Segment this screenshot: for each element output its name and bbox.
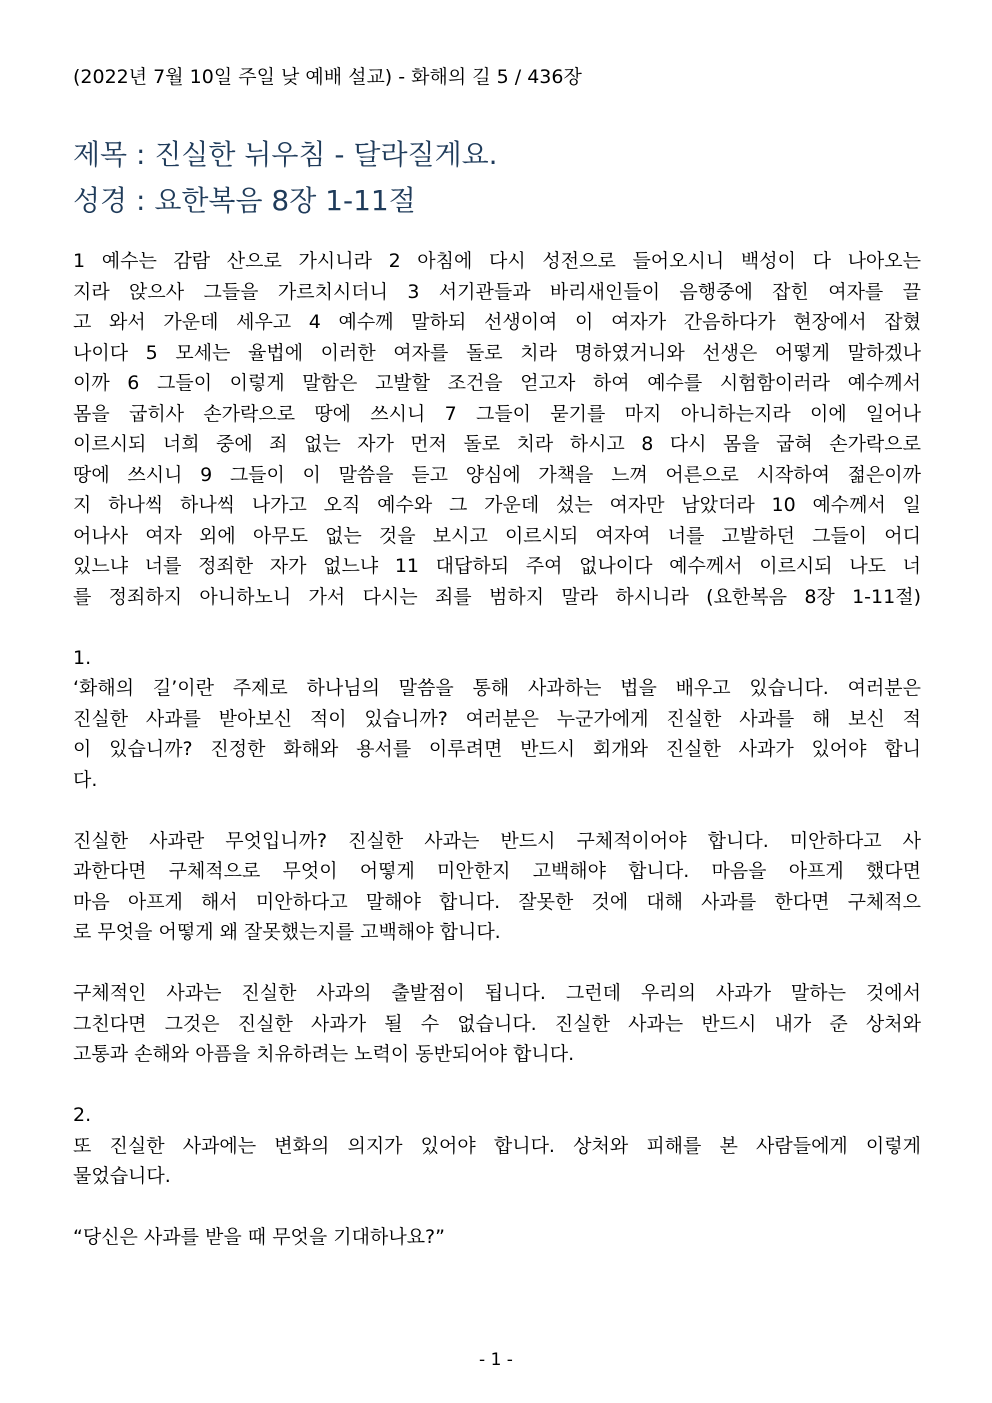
scripture-line: 땅에 쓰시니 9 그들이 이 말씀을 듣고 양심에 가책을 느껴 어른으로 시작하여 젊은이까 — [73, 463, 921, 486]
paragraph-line: ‘화해의 길’이란 주제로 하나님의 말씀을 통해 사과하는 법을 배우고 있습니다. 여러분은 — [73, 677, 921, 699]
paragraph — [73, 673, 921, 795]
scripture-line: 이까 6 그들이 이렇게 말함은 고발할 조건을 얻고자 하여 예수를 시험함이러라 예수께서 — [73, 372, 921, 394]
paragraph-line: 고통과 손해와 아픔을 치유하려는 노력이 동반되어야 합니다. — [73, 1043, 575, 1065]
sermon-title: 제목 : 진실한 뉘우침 - 달라질게요. — [73, 138, 498, 171]
paragraph-line: 로 무엇을 어떻게 왜 잘못했는지를 고백해야 합니다. — [73, 921, 501, 943]
scripture-line: 를 정죄하지 아니하노니 가서 다시는 죄를 범하지 말라 하시니라 (요한복음 8장 1-11절) — [73, 585, 921, 608]
section-1 — [73, 643, 921, 1070]
scripture-line: 몸을 굽히사 손가락으로 땅에 쓰시니 7 그들이 묻기를 마지 아니하는지라 이에 일어나 — [73, 402, 921, 425]
paragraph-line: 그친다면 그것은 진실한 사과가 될 수 없습니다. 진실한 사과는 반드시 내가 준 상처와 — [73, 1012, 921, 1035]
scripture-passage — [73, 246, 921, 612]
scripture-line: 이르시되 너희 중에 죄 없는 자가 먼저 돌로 치라 하시고 8 다시 몸을 굽혀 손가락으로 — [73, 433, 921, 455]
scripture-line: 고 와서 가운데 세우고 4 예수께 말하되 선생이여 이 여자가 간음하다가 현장에서 잡혔 — [73, 311, 921, 333]
paragraph — [73, 1131, 921, 1192]
page-number: - 1 - — [479, 1350, 513, 1370]
scripture-reference: 성경 : 요한복음 8장 1-11절 — [73, 184, 416, 217]
quote: “당신은 사과를 받을 때 무엇을 기대하나요?” — [73, 1226, 445, 1248]
paragraph — [73, 826, 921, 948]
paragraph-line: 진실한 사과를 받아보신 적이 있습니까? 여러분은 누군가에게 진실한 사과를 해 보신 적 — [73, 707, 921, 730]
scripture-line: 있느냐 너를 정죄한 자가 없느냐 11 대답하되 주여 없나이다 예수께서 이르시되 나도 너 — [73, 555, 921, 577]
sermon-header: (2022년 7월 10일 주일 낮 예배 설교) - 화해의 길 5 / 436장 — [73, 66, 582, 88]
paragraph-line: 이 있습니까? 진정한 화해와 용서를 이루려면 반드시 회개와 진실한 사과가 있어야 합니 — [73, 738, 921, 760]
paragraph-line: 과한다면 구체적으로 무엇이 어떻게 미안한지 고백해야 합니다. 마음을 아프게 했다면 — [73, 860, 921, 882]
scripture-line: 나이다 5 모세는 율법에 이러한 여자를 돌로 치라 명하였거니와 선생은 어떻게 말하겠나 — [73, 341, 921, 364]
paragraph-line: 다. — [73, 768, 98, 791]
paragraph-line: 진실한 사과란 무엇입니까? 진실한 사과는 반드시 구체적이어야 합니다. 미안하다고 사 — [73, 829, 921, 852]
scripture-line: 지라 앉으사 그들을 가르치시더니 3 서기관들과 바리새인들이 음행중에 잡힌 여자를 끌 — [73, 280, 921, 303]
paragraph-line: 또 진실한 사과에는 변화의 의지가 있어야 합니다. 상처와 피해를 본 사람들에게 이렇게 — [73, 1134, 921, 1157]
paragraph-line: 구체적인 사과는 진실한 사과의 출발점이 됩니다. 그런데 우리의 사과가 말하는 것에서 — [73, 982, 921, 1004]
section-2 — [73, 1100, 921, 1253]
scripture-line: 지 하나씩 하나씩 나가고 오직 예수와 그 가운데 섰는 여자만 남았더라 10 예수께서 일 — [73, 494, 921, 516]
paragraph — [73, 978, 921, 1070]
scripture-line: 1 예수는 감람 산으로 가시니라 2 아침에 다시 성전으로 들어오시니 백성이 다 나아오는 — [73, 250, 921, 272]
title-block — [73, 132, 921, 224]
document-page — [73, 62, 921, 1253]
section-number: 2. — [73, 1104, 92, 1126]
paragraph-line: 물었습니다. — [73, 1165, 171, 1187]
scripture-line: 어나사 여자 외에 아무도 없는 것을 보시고 이르시되 여자여 너를 고발하던 그들이 어디 — [73, 524, 921, 547]
paragraph-line: 마음 아프게 해서 미안하다고 말해야 합니다. 잘못한 것에 대해 사과를 한다면 구체적으 — [73, 890, 921, 913]
section-number: 1. — [73, 646, 92, 669]
